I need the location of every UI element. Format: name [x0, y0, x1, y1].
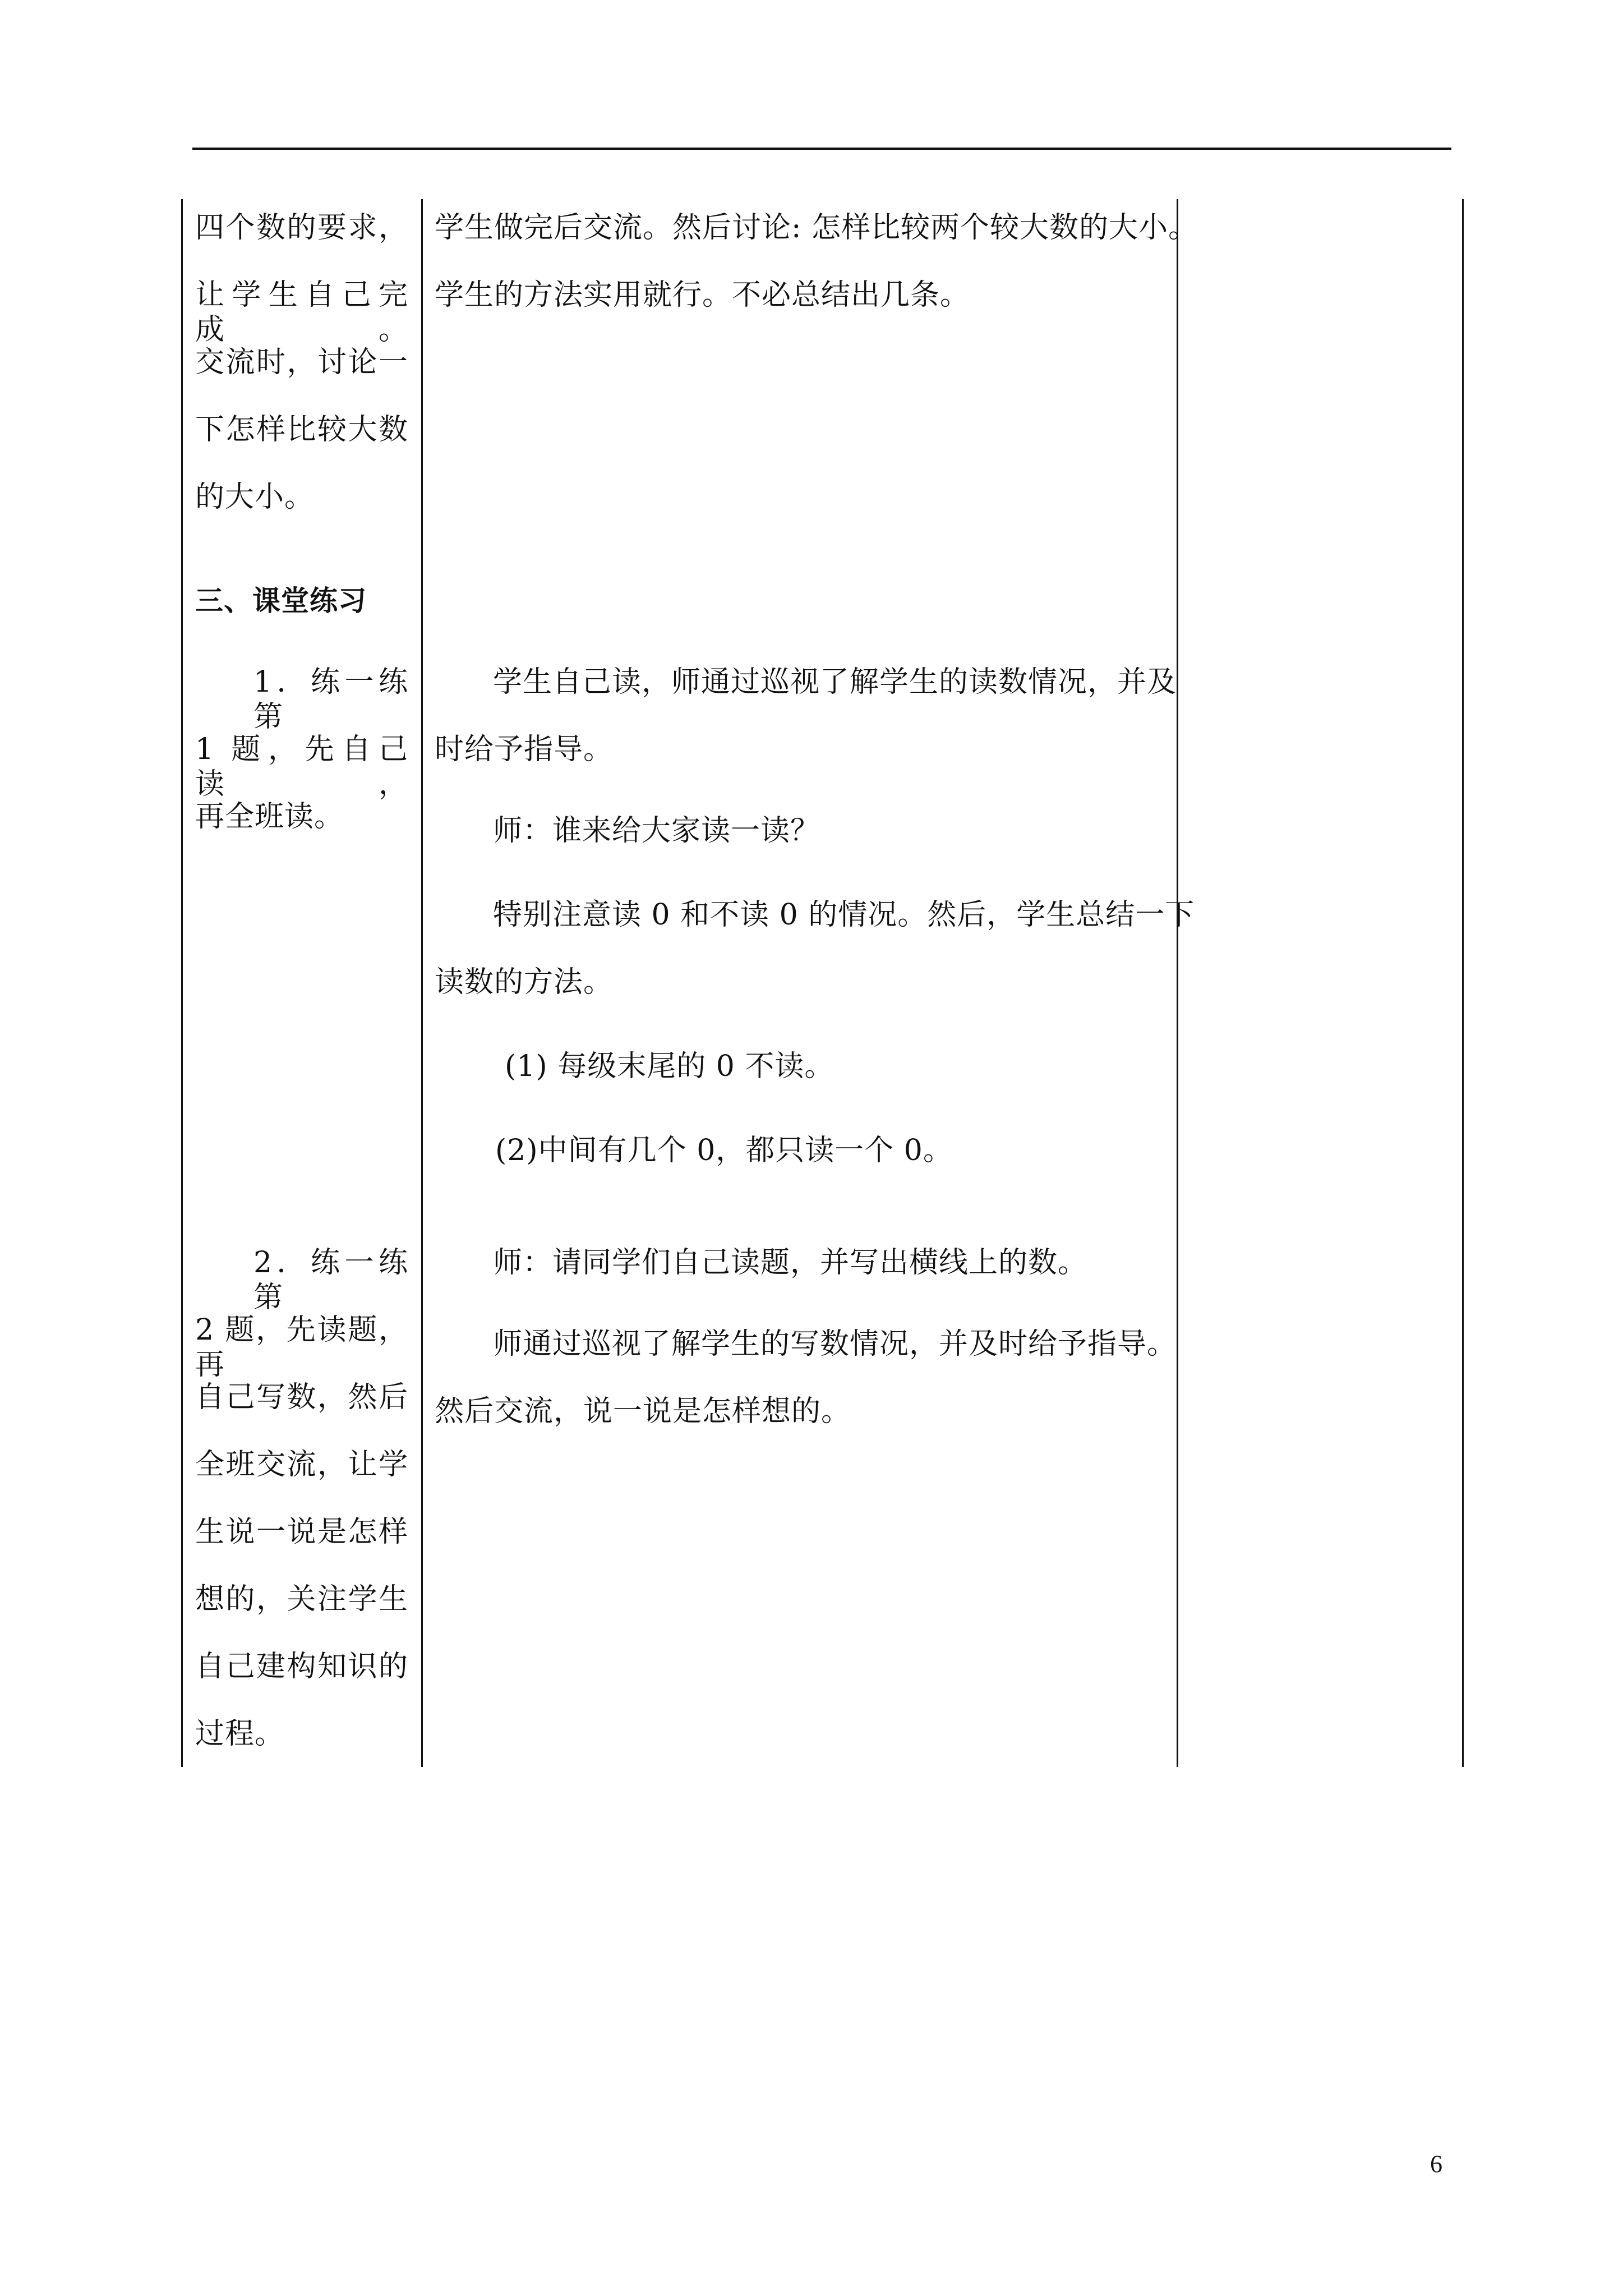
left-intro-line: 下怎样比较大数 — [195, 413, 408, 447]
left-item2-line: 2 题，先读题，再 — [195, 1313, 408, 1382]
page-number: 6 — [1430, 2150, 1442, 2178]
table-border-left — [181, 199, 183, 1767]
left-item2-line: 2．练一练第 — [253, 1246, 408, 1314]
right-item1-line: (1) 每级末尾的 0 不读。 — [505, 1050, 834, 1083]
left-item1-line: 1．练一练第 — [253, 665, 408, 734]
left-item2-line: 全班交流，让学 — [195, 1448, 408, 1481]
left-item2-line: 自己建构知识的 — [195, 1650, 408, 1683]
table-border-right — [1462, 199, 1464, 1767]
table-divider-2 — [1177, 199, 1178, 1767]
left-intro-line: 四个数的要求， — [195, 211, 408, 245]
right-item2-line: 师：请同学们自己读题，并写出横线上的数。 — [493, 1246, 1088, 1280]
left-item2-line: 想的，关注学生 — [195, 1582, 408, 1616]
right-item2-line: 然后交流，说一说是怎样想的。 — [435, 1395, 851, 1428]
left-item2-line: 生说一说是怎样 — [195, 1515, 408, 1549]
right-intro-line: 学生做完后交流。然后讨论: 怎样比较两个较大数的大小。 — [435, 211, 1198, 245]
right-item1-line: 师：谁来给大家读一读？ — [493, 814, 820, 848]
right-item1-line: 读数的方法。 — [435, 965, 614, 999]
right-item2-line: 师通过巡视了解学生的写数情况，并及时给予指导。 — [493, 1327, 1177, 1361]
table-divider-1 — [421, 199, 423, 1767]
right-item1-line: 学生自己读，师通过巡视了解学生的读数情况，并及 — [493, 665, 1177, 699]
right-item1-line: 时给予指导。 — [435, 733, 614, 766]
left-intro-line: 交流时，讨论一 — [195, 346, 408, 379]
left-item2-line: 自己写数，然后 — [195, 1381, 408, 1414]
left-item1-line: 再全班读。 — [195, 800, 344, 834]
left-intro-line: 的大小。 — [195, 480, 315, 514]
header-rule — [192, 148, 1451, 150]
right-intro-line: 学生的方法实用就行。不必总结出几条。 — [435, 278, 970, 312]
left-intro-line: 让学生自己完成。 — [195, 278, 408, 347]
right-item1-line: 特别注意读 0 和不读 0 的情况。然后，学生总结一下 — [493, 898, 1195, 932]
right-item1-line: (2)中间有几个 0，都只读一个 0。 — [495, 1134, 953, 1167]
section-heading: 三、课堂练习 — [195, 585, 367, 617]
left-item2-line: 过程。 — [195, 1717, 285, 1751]
left-item1-line: 1 题，先自己读， — [195, 733, 408, 801]
